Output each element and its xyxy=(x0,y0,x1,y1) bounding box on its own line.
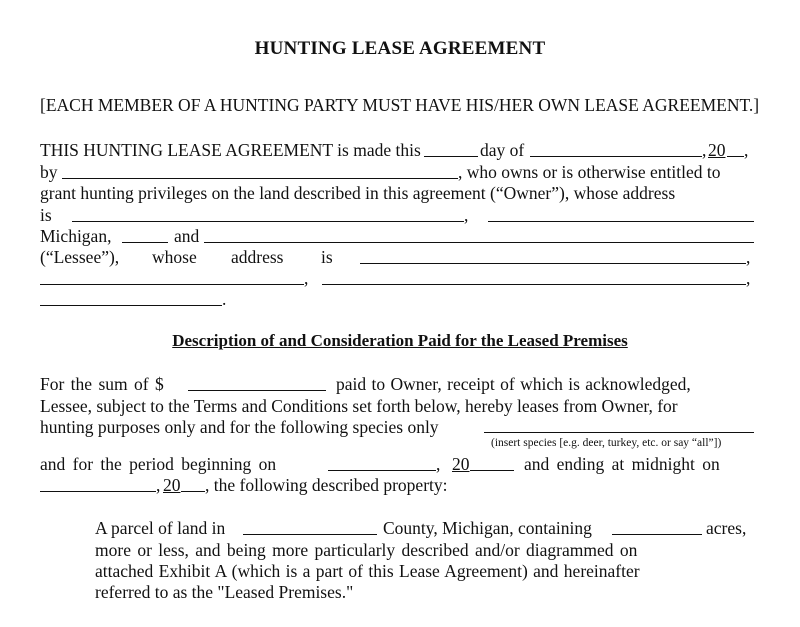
consideration-text: , the following described property: xyxy=(205,475,448,495)
parcel-text: more or less, and being more particularly described and/or diagrammed on xyxy=(95,540,638,560)
month-field[interactable] xyxy=(530,156,702,157)
parcel-text: attached Exhibit A (which is a part of this Lease Agreement) and hereinafter xyxy=(95,561,640,581)
lessee-address-field[interactable] xyxy=(360,263,746,264)
document-title: HUNTING LEASE AGREEMENT xyxy=(254,38,546,59)
intro-text: whose xyxy=(152,247,197,267)
intro-text: by xyxy=(40,162,58,182)
intro-text: , xyxy=(746,268,751,288)
owner-address-street-field[interactable] xyxy=(72,221,464,222)
consideration-text: Lessee, subject to the Terms and Conditions set forth below, hereby leases from Owner, for xyxy=(40,396,678,416)
species-field[interactable] xyxy=(484,432,754,433)
parcel-text: A parcel of land in xyxy=(95,518,226,538)
intro-text: and xyxy=(174,226,200,246)
section-heading: Description of and Consideration Paid for the Leased Premises xyxy=(172,331,628,350)
owner-zip-field[interactable] xyxy=(122,242,168,243)
day-field[interactable] xyxy=(424,156,478,157)
year-field[interactable] xyxy=(727,156,744,157)
intro-text: address xyxy=(231,247,284,267)
species-hint: (insert species [e.g. deer, turkey, etc. or say “all”]) xyxy=(491,437,722,449)
parcel-text: acres, xyxy=(706,518,747,538)
consideration-text: and ending at midnight on xyxy=(524,454,720,474)
sum-field[interactable] xyxy=(188,390,326,391)
lessee-address-line4-field[interactable] xyxy=(40,305,222,306)
end-date-field[interactable] xyxy=(40,491,156,492)
consideration-text: hunting purposes only and for the following species only xyxy=(40,417,439,437)
consideration-text: , xyxy=(156,475,161,495)
intro-text: day of xyxy=(480,140,525,160)
intro-text: is xyxy=(40,205,52,225)
lessee-address-line2-field[interactable] xyxy=(40,284,304,285)
consideration-text: , xyxy=(436,454,441,474)
start-date-field[interactable] xyxy=(328,470,436,471)
intro-text: , xyxy=(304,268,309,288)
end-year-field[interactable] xyxy=(181,491,205,492)
intro-text: THIS HUNTING LEASE AGREEMENT is made this xyxy=(40,140,421,160)
county-field[interactable] xyxy=(243,534,377,535)
lessee-name-field[interactable] xyxy=(204,242,754,243)
intro-text: is xyxy=(321,247,333,267)
owner-name-field[interactable] xyxy=(62,178,458,179)
owner-address-city-field[interactable] xyxy=(488,221,754,222)
intro-text: , xyxy=(744,140,749,160)
intro-text: , xyxy=(702,140,707,160)
consideration-text: and for the period beginning on xyxy=(40,454,277,474)
start-year-prefix: 20 xyxy=(452,454,470,474)
year-prefix: 20 xyxy=(708,140,726,160)
acres-field[interactable] xyxy=(612,534,702,535)
consideration-text: paid to Owner, receipt of which is acknowledged, xyxy=(336,374,691,394)
intro-text: . xyxy=(222,289,227,309)
intro-text: Michigan, xyxy=(40,226,112,246)
intro-text: , xyxy=(746,247,751,267)
intro-text: , who owns or is otherwise entitled to xyxy=(458,162,721,182)
lessee-address-line3-field[interactable] xyxy=(322,284,746,285)
notice-text: [EACH MEMBER OF A HUNTING PARTY MUST HAVE HIS/HER OWN LEASE AGREEMENT.] xyxy=(40,95,760,115)
intro-text: , xyxy=(464,205,469,225)
intro-text: grant hunting privileges on the land described in this agreement (“Owner”), whose address xyxy=(40,183,676,203)
parcel-text: County, Michigan, containing xyxy=(383,518,592,538)
consideration-text: For the sum of $ xyxy=(40,374,164,394)
end-year-prefix: 20 xyxy=(163,475,181,495)
start-year-field[interactable] xyxy=(470,470,514,471)
parcel-text: referred to as the "Leased Premises." xyxy=(95,582,354,602)
intro-text: (“Lessee”), xyxy=(40,247,120,267)
